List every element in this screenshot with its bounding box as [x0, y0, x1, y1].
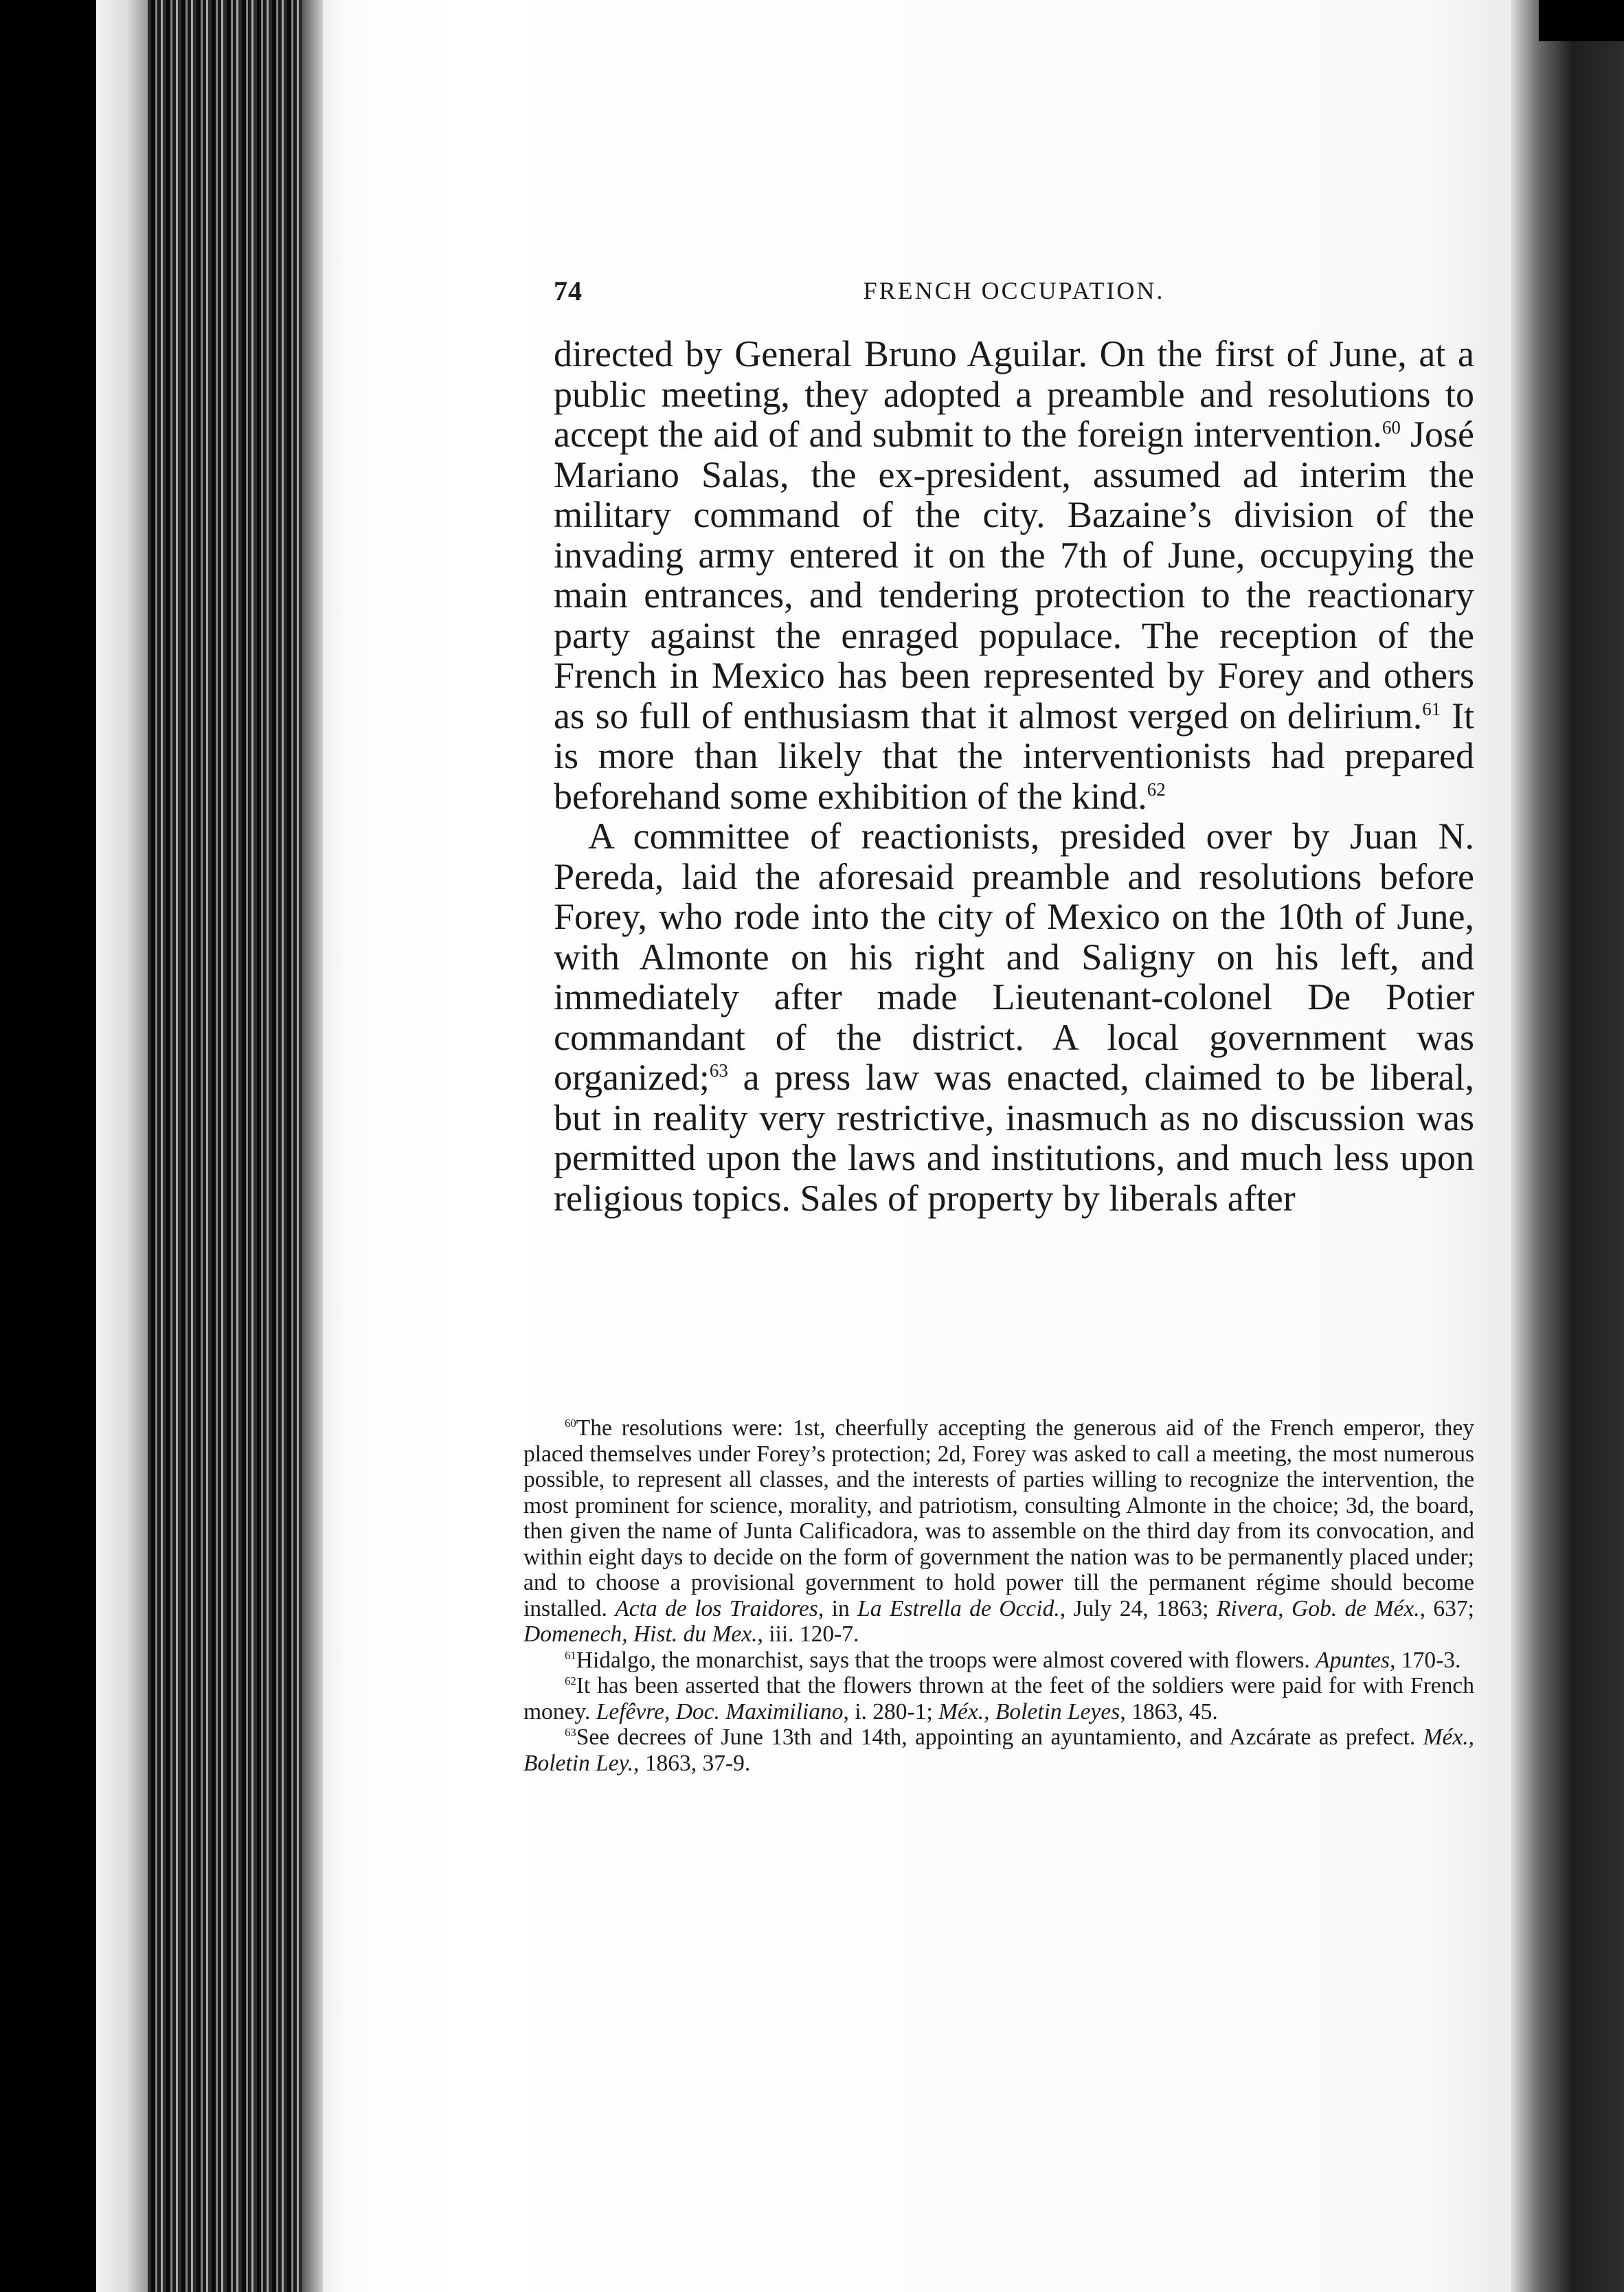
paragraph-1 [554, 334, 1474, 816]
paragraph-1-text-a: directed by General Bruno Aguilar. On the first of June, at a public meeting, they adopted a preamble and resolutions to accept the aid of and submit to the foreign intervention. [554, 333, 1474, 455]
footnote-60-text: The resolutions were: 1st, cheerfully accepting the generous aid of the French emperor, they placed themselves under Forey’s protection; 2d, Forey was asked to call a meeting, the most numerous possible, to represent all classes, and the interests of parties willing to recognize the intervention, the most prominent for science, morality, and patriotism, consulting Almonte in the choice; 3d, the board, then given the name of Junta Calificadora, was to assemble on the third day from its convocation, and within eight days to decide on the form of government the nation was to be permanently placed under; and to choose a provisional government to hold power till the permanent régime should become installed. [523, 1415, 1474, 1621]
paragraph-2 [554, 816, 1474, 1218]
footnote-62-marker: 62 [565, 1674, 576, 1687]
book-page-block [96, 0, 148, 2292]
footnote-63-end: , 1863, 37-9. [633, 1750, 751, 1776]
footnote-60-source-3: Rivera, Gob. de Méx. [1216, 1595, 1420, 1621]
page-header [554, 275, 1474, 309]
footnote-60-sep-1: , in [817, 1595, 858, 1621]
footnote-ref-61: 61 [1422, 698, 1441, 719]
footnote-ref-63: 63 [709, 1060, 728, 1081]
paragraph-1-text-b: José Mariano Salas, the ex-president, assumed ad interim the military command of the city. Bazaine’s division of the invading army entered it on the 7th of June, occupying the main entrances, and tendering protection to the reactionary party against the enraged populace. The reception of the French in Mexico has been represented by Forey and others as so full of enthusiasm that it almost verged on delirium. [554, 414, 1474, 737]
footnote-60-sep-2: , July 24, 1863; [1059, 1595, 1217, 1621]
page-number: 74 [554, 276, 583, 306]
footnote-61-end: , 170-3. [1390, 1647, 1461, 1673]
footnote-63 [523, 1724, 1474, 1776]
right-corner-shadow [1539, 0, 1624, 41]
footnote-60-source-4: Domenech, Hist. du Mex. [523, 1621, 758, 1647]
page-gutter [302, 0, 323, 2292]
book-spine-shadow [0, 0, 96, 2292]
footnote-62-text: It has been asserted that the flowers thrown at the feet of the soldiers were paid for with French money. [523, 1673, 1474, 1724]
footnote-61-marker: 61 [565, 1648, 576, 1662]
footnote-62 [523, 1673, 1474, 1724]
footnote-61-source: Apuntes [1316, 1647, 1390, 1673]
footnote-60-source-2: La Estrella de Occid. [857, 1595, 1060, 1621]
footnote-61 [523, 1648, 1474, 1674]
footnote-62-source-1: Lefêvre, Doc. Maximiliano [596, 1698, 844, 1724]
footnote-62-sep: , i. 280-1; [843, 1698, 939, 1724]
footnote-ref-62: 62 [1147, 778, 1166, 800]
paragraph-2-text-a: A committee of reactionists, presided over by Juan N. Pereda, laid the aforesaid preamble and resolutions before Forey, who rode into the city of Mexico on the 10th of June, with Almonte on his right and Saligny on his left, and immediately after made Lieutenant-colonel De Potier commandant of the district. A local government was organized; [554, 816, 1474, 1098]
footnote-63-text: See decrees of June 13th and 14th, appointing an ayuntamiento, and Azcárate as prefect. [576, 1724, 1423, 1750]
footnote-ref-60: 60 [1381, 417, 1401, 438]
footnote-60-end: , iii. 120-7. [757, 1621, 859, 1647]
footnote-62-source-2: Méx., Boletin Leyes [938, 1698, 1120, 1724]
footnote-60-source-1: Acta de los Traidores [615, 1595, 818, 1621]
footnote-60 [523, 1415, 1474, 1648]
footnote-62-end: , 1863, 45. [1120, 1698, 1218, 1724]
footnotes [523, 1415, 1474, 1776]
running-head: FRENCH OCCUPATION. [863, 277, 1165, 304]
footnote-63-marker: 63 [565, 1725, 576, 1739]
paragraph-1-text-c: It is more than likely that the interventionists had prepared beforehand some exhibition of the kind. [554, 695, 1474, 817]
footnote-60-sep-3: , 637; [1419, 1595, 1474, 1621]
footnote-60-marker: 60 [565, 1416, 576, 1430]
right-edge-shadow [1511, 0, 1624, 2292]
footnote-61-text: Hidalgo, the monarchist, says that the troops were almost covered with flowers. [576, 1647, 1316, 1673]
footnote-63-source: Méx., Boletin Ley. [523, 1724, 1474, 1776]
body-text [554, 334, 1474, 1218]
paragraph-2-text-b: a press law was enacted, claimed to be liberal, but in reality very restrictive, inasmuch as no discussion was permitted upon the laws and institutions, and much less upon religious topics. Sales of property by liberals after [554, 1057, 1474, 1219]
